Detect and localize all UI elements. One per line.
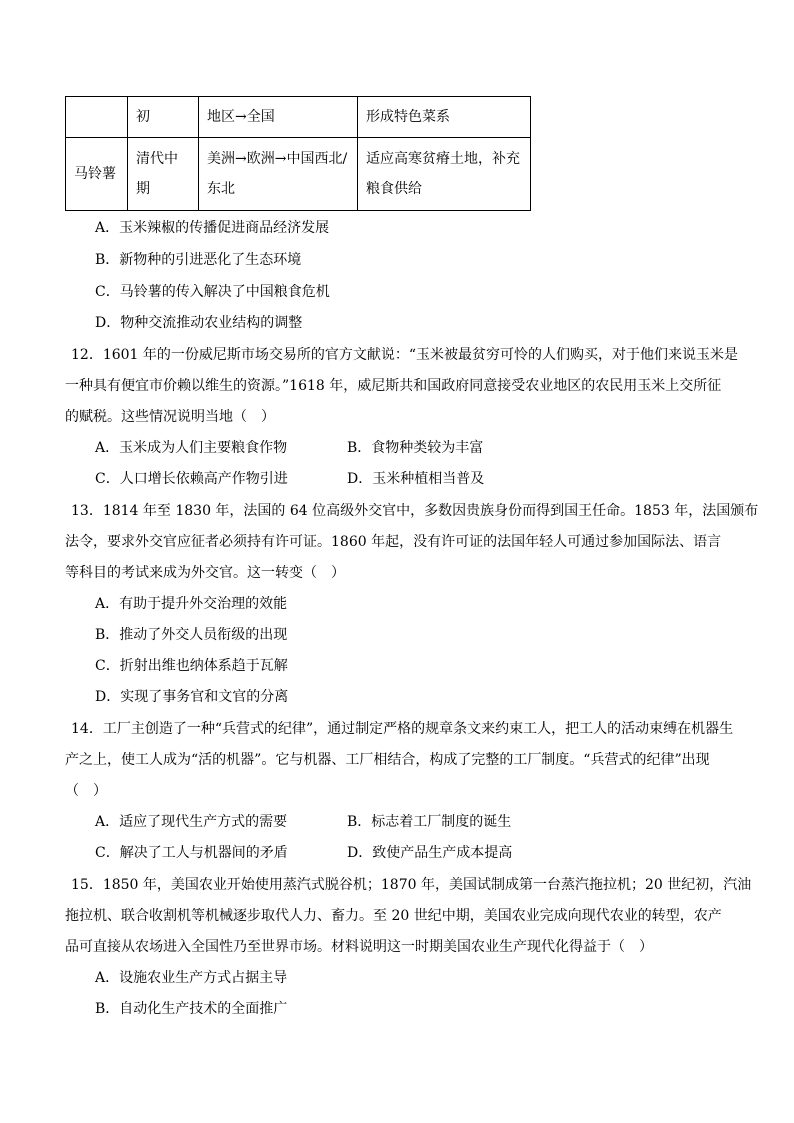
q13-option-d[interactable]: D．实现了事务官和文官的分离	[95, 689, 289, 705]
table-cell-period	[128, 138, 199, 211]
table-cell-effect	[358, 138, 531, 211]
q11-option-a[interactable]: A．玉米辣椒的传播促进商品经济发展	[95, 220, 330, 236]
q13-option-a[interactable]: A．有助于提升外交治理的效能	[95, 596, 288, 612]
q14-stem-line: （ ）	[65, 783, 107, 799]
q12-stem-line: 一种具有便宜市价赖以维生的资源。”1618 年，威尼斯共和国政府同意接受农业地区的农民用玉米上交所征	[65, 378, 722, 394]
crop-spread-table	[65, 96, 531, 211]
q15-option-b[interactable]: B．自动化生产技术的全面推广	[95, 1001, 288, 1017]
table-row	[66, 138, 531, 211]
q14-option-a[interactable]: A．适应了现代生产方式的需要	[95, 814, 288, 830]
q15-option-a[interactable]: A．设施农业生产方式占据主导	[95, 970, 288, 986]
q15-stem-line: 品可直接从农场进入全国性乃至世界市场。材料说明这一时期美国农业生产现代化得益于（ ）	[65, 939, 653, 955]
q11-option-b[interactable]: B．新物种的引进恶化了生态环境	[95, 252, 302, 268]
q11-option-c[interactable]: C．马铃薯的传入解决了中国粮食危机	[95, 284, 330, 300]
q14-option-c[interactable]: C．解决了工人与机器间的矛盾	[95, 845, 288, 861]
table-row	[66, 97, 531, 138]
table-cell-period: 初	[128, 97, 199, 138]
q15-stem-line: 15．1850 年，美国农业开始使用蒸汽式脱谷机；1870 年，美国试制成第一台蒸汽拖拉机；20 世纪初，汽油	[71, 877, 752, 893]
cell-line: 适应高寒贫瘠土地，补充	[366, 151, 520, 167]
q12-stem-line: 12．1601 年的一份威尼斯市场交易所的官方文献说：“玉米被最贫穷可怜的人们购买，对于他们来说玉米是	[71, 347, 739, 363]
q13-option-c[interactable]: C．折射出维也纳体系趋于瓦解	[95, 658, 288, 674]
q15-stem-line: 拖拉机、联合收割机等机械逐步取代人力、畜力。至 20 世纪中期，美国农业完成向现代农业的转型，农产	[65, 908, 722, 924]
q14-option-b[interactable]: B．标志着工厂制度的诞生	[347, 814, 512, 830]
table-cell-crop: 马铃薯	[66, 138, 128, 211]
cell-line: 期	[136, 181, 150, 197]
q13-stem-line: 等科目的考试来成为外交官。这一转变（ ）	[65, 565, 345, 581]
table-cell-crop	[66, 97, 128, 138]
cell-line: 东北	[207, 181, 235, 197]
q14-option-d[interactable]: D．致使产品生产成本提高	[347, 845, 513, 861]
q12-option-d[interactable]: D．玉米种植相当普及	[347, 471, 485, 487]
q14-stem-line: 产之上，使工人成为“活的机器”。它与机器、工厂相结合，构成了完整的工厂制度。“兵营式的纪律”出现	[65, 752, 710, 768]
q12-stem-line: 的赋税。这些情况说明当地（ ）	[65, 409, 275, 425]
q11-option-d[interactable]: D．物种交流推动农业结构的调整	[95, 315, 303, 331]
table-cell-route: 地区→全国	[199, 97, 358, 138]
cell-line: 清代中	[136, 151, 178, 167]
cell-line: 美洲→欧洲→中国西北/	[207, 151, 348, 167]
q12-option-a[interactable]: A．玉米成为人们主要粮食作物	[95, 440, 288, 456]
cell-line: 粮食供给	[366, 181, 422, 197]
table-cell-effect: 形成特色菜系	[358, 97, 531, 138]
q12-option-b[interactable]: B．食物种类较为丰富	[347, 440, 484, 456]
q13-option-b[interactable]: B．推动了外交人员衔级的出现	[95, 627, 288, 643]
q14-stem-line: 14．工厂主创造了一种“兵营式的纪律”，通过制定严格的规章条文来约束工人，把工人的活动束缚在机器生	[71, 721, 734, 737]
q13-stem-line: 13．1814 年至 1830 年，法国的 64 位高级外交官中，多数因贵族身份而得到国王任命。1853 年，法国颁布	[71, 503, 759, 519]
q12-option-c[interactable]: C．人口增长依赖高产作物引进	[95, 471, 288, 487]
table-cell-route	[199, 138, 358, 211]
q13-stem-line: 法令，要求外交官应征者必须持有许可证。1860 年起，没有许可证的法国年轻人可通过参加国际法、语言	[65, 534, 722, 550]
